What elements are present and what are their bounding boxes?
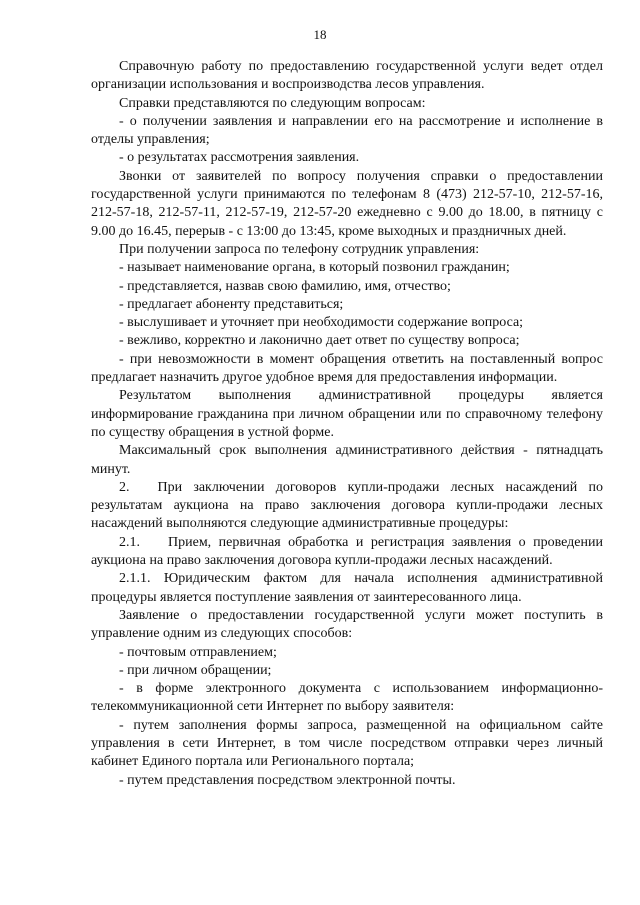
- document-body: [91, 58, 603, 790]
- list-item: - о результатах рассмотрения заявления.: [119, 150, 360, 166]
- paragraph: Результатом выполнения административной процедуры является информирование гражданина при личном обращении или по справочному телефону по существу обращения в устной форме.: [91, 388, 603, 440]
- list-item: - называет наименование органа, в который позвонил гражданин;: [119, 260, 510, 276]
- list-item: - почтовым отправлением;: [119, 644, 277, 660]
- list-item: - при невозможности в момент обращения ответить на поставленный вопрос предлагает назначить другое удобное время для предоставления информации.: [91, 351, 603, 386]
- paragraph: Заявление о предоставлении государственной услуги может поступить в управление одним из следующих способов:: [91, 607, 603, 642]
- list-item: - путем представления посредством электронной почты.: [119, 772, 456, 788]
- paragraph: Звонки от заявителей по вопросу получения справки о предоставлении государственной услуги принимаются по телефонам 8 (473) 212-57-10, 212-57-16, 212-57-18, 212-57-11, 212-57-19, 212-57-20 ежедневно с 9.00 до 18.00, в пятницу с 9.00 до 16.45, перерыв - с 13:00 до 13:45, кроме выходных и праздничных дней.: [91, 168, 603, 239]
- paragraph: Справочную работу по предоставлению государственной услуги ведет отдел организации использования и воспроизводства лесов управления.: [91, 59, 603, 93]
- list-item: - вежливо, корректно и лаконично дает ответ по существу вопроса;: [119, 333, 520, 349]
- list-item: - предлагает абоненту представиться;: [119, 296, 344, 312]
- page-number: 18: [313, 27, 327, 42]
- paragraph: Максимальный срок выполнения административного действия - пятнадцать минут.: [91, 443, 603, 477]
- list-item: - о получении заявления и направлении его на рассмотрение и исполнение в отделы управления;: [91, 113, 603, 148]
- list-item: - путем заполнения формы запроса, размещенной на официальном сайте управления в сети Интернет, в том числе посредством отправки через личный кабинет Единого портала или Регионального портала;: [91, 717, 603, 770]
- paragraph: При получении запроса по телефону сотрудник управления:: [119, 241, 480, 257]
- section-paragraph: 2.1.1. Юридическим фактом для начала исполнения административной процедуры является поступление заявления от заинтересованного лица.: [91, 571, 603, 605]
- section-paragraph: 2. При заключении договоров купли-продажи лесных насаждений по результатам аукциона на право заключения договора купли-продажи лесных насаждений выполняются следующие административные процедуры:: [91, 479, 603, 532]
- list-item: - при личном обращении;: [119, 662, 272, 678]
- list-item: - выслушивает и уточняет при необходимости содержание вопроса;: [119, 315, 524, 331]
- list-item: - в форме электронного документа с использованием информационно-телекоммуникационной сети Интернет по выбору заявителя:: [91, 681, 603, 715]
- paragraph: Справки представляются по следующим вопросам:: [119, 95, 426, 111]
- list-item: - представляется, назвав свою фамилию, имя, отчество;: [119, 278, 451, 294]
- section-paragraph: 2.1. Прием, первичная обработка и регистрация заявления о проведении аукциона на право заключения договора купли-продажи лесных насаждений.: [91, 534, 603, 569]
